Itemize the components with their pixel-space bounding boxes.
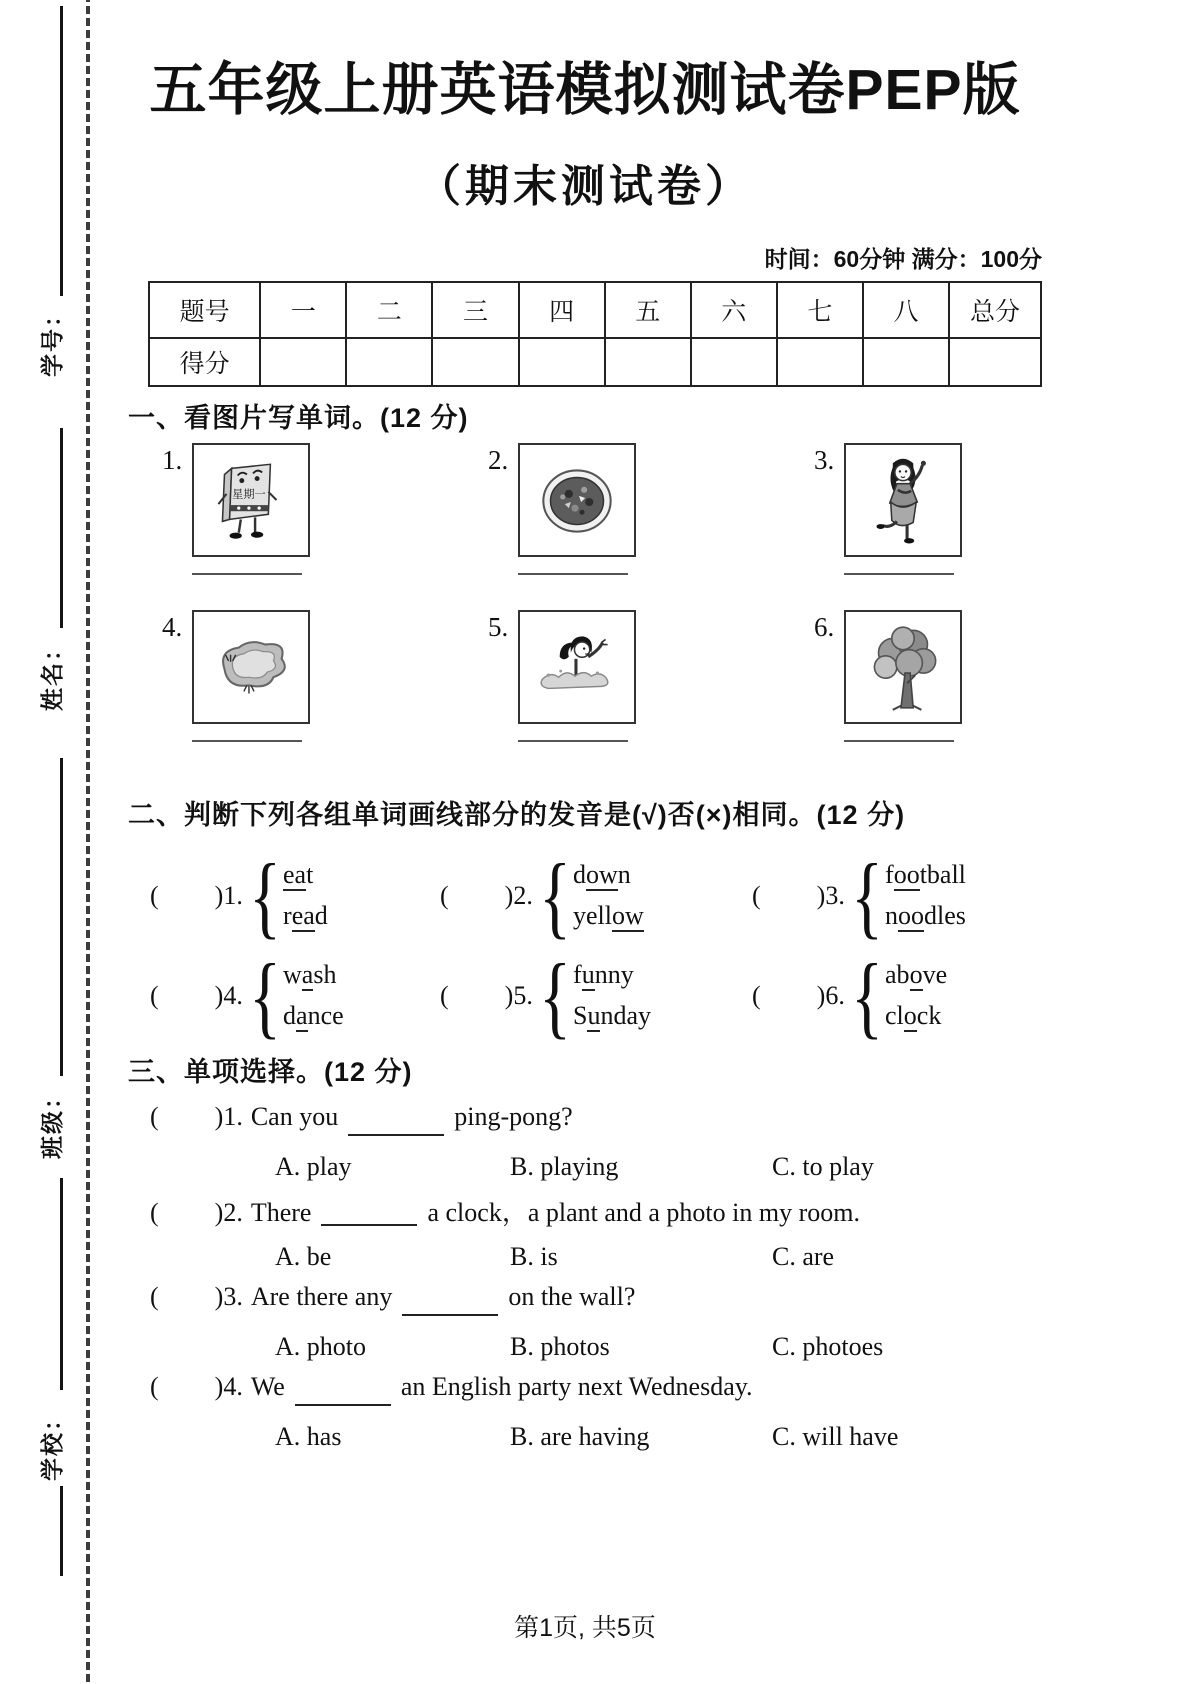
svg-text:星期一: 星期一: [232, 488, 267, 501]
score-empty-cell: [691, 338, 777, 386]
question-number: )2.: [214, 1198, 243, 1227]
section1-picture-row-2: [162, 610, 962, 742]
time-score-meta: 时间：60分钟 满分：100分: [764, 246, 1042, 272]
school-label: 学校：: [38, 1405, 65, 1481]
item-number: )5.: [504, 981, 533, 1010]
word-bottom: read: [283, 901, 328, 930]
pronunciation-item-5: [440, 946, 752, 1046]
picture-box: [518, 610, 636, 724]
item-number: )3.: [816, 881, 845, 910]
question-text-post: an English party next Wednesday.: [400, 1372, 753, 1401]
pronunciation-item-1: [150, 846, 440, 946]
word-top: wash: [283, 960, 337, 990]
write-in-line: [60, 428, 63, 628]
paper-content: [128, 0, 1042, 1684]
question-text-post: on the wall?: [508, 1282, 636, 1311]
word-top: eat: [283, 860, 314, 890]
answer-paren[interactable]: (: [150, 981, 159, 1010]
pronunciation-item-3: [752, 846, 966, 946]
header-cell: 四: [519, 282, 605, 338]
option-a[interactable]: A. photo: [275, 1332, 366, 1361]
question-text-pre: Are there any: [250, 1282, 393, 1311]
write-in-line: [60, 6, 63, 296]
answer-paren[interactable]: (: [150, 1198, 159, 1227]
answer-line[interactable]: [192, 724, 302, 742]
score-table-header-row: [149, 282, 1041, 338]
question-text-pre: There: [250, 1198, 312, 1227]
question-text-pre: We: [250, 1372, 285, 1401]
picture-box: [192, 443, 310, 557]
answer-paren[interactable]: (: [440, 881, 449, 910]
item-number: )6.: [816, 981, 845, 1010]
answer-paren[interactable]: (: [150, 1372, 159, 1401]
brace-glyph: {: [539, 845, 571, 947]
word-top: funny: [573, 960, 634, 990]
fill-blank[interactable]: [295, 1404, 391, 1406]
option-b[interactable]: B. playing: [510, 1152, 619, 1181]
pronunciation-item-2: [440, 846, 752, 946]
write-in-line: [60, 1486, 63, 1576]
option-b[interactable]: B. are having: [510, 1422, 650, 1451]
picture-box: [844, 610, 962, 724]
score-empty-cell: [605, 338, 691, 386]
answer-line[interactable]: [844, 557, 954, 575]
answer-paren[interactable]: (: [150, 1282, 159, 1311]
section3-questions: [150, 1102, 1030, 1462]
header-cell: 一: [260, 282, 346, 338]
choice-question-3: [150, 1282, 1030, 1372]
item-number: 5.: [488, 612, 509, 642]
item-number: 2.: [488, 445, 509, 475]
score-table-score-row: [149, 338, 1041, 386]
brace-glyph: {: [851, 845, 883, 947]
item-number: )2.: [504, 881, 533, 910]
choice-question-2: [150, 1192, 1030, 1282]
option-a[interactable]: A. play: [275, 1152, 352, 1181]
section2-heading: 二、判断下列各组单词画线部分的发音是(√)否(×)相同。(12 分): [128, 800, 906, 830]
item-number: 6.: [814, 612, 835, 642]
option-a[interactable]: A. be: [275, 1242, 332, 1271]
word-bottom: dance: [283, 1001, 344, 1030]
header-cell: 五: [605, 282, 691, 338]
brace-glyph: {: [851, 945, 883, 1047]
score-empty-cell: [346, 338, 432, 386]
score-empty-cell: [519, 338, 605, 386]
answer-line[interactable]: [518, 724, 628, 742]
score-empty-cell: [863, 338, 949, 386]
picture-item-2: [488, 443, 814, 575]
student-info-rail: [24, 0, 76, 1684]
word-bottom: noodles: [885, 901, 966, 930]
word-bottom: yellow: [573, 901, 644, 930]
header-cell: 三: [432, 282, 518, 338]
choice-question-1: [150, 1102, 1030, 1192]
monday-calendar-character-icon: [199, 449, 303, 551]
name-label: 姓名：: [38, 635, 65, 711]
option-b[interactable]: B. is: [510, 1242, 558, 1271]
score-empty-cell: [777, 338, 863, 386]
fill-blank[interactable]: [348, 1134, 444, 1136]
section3-heading: 三、单项选择。(12 分): [128, 1057, 413, 1087]
brace-glyph: {: [249, 945, 281, 1047]
choice-question-4: [150, 1372, 1030, 1462]
tree-icon: [851, 616, 955, 718]
picture-item-4: [162, 610, 488, 742]
question-number: )1.: [214, 1102, 243, 1131]
picture-box: [844, 443, 962, 557]
item-number: 3.: [814, 445, 835, 475]
item-number: 1.: [162, 445, 183, 475]
question-number: )3.: [214, 1282, 243, 1311]
write-in-line: [60, 758, 63, 1076]
header-cell: 六: [691, 282, 777, 338]
picture-item-6: [814, 610, 962, 742]
answer-paren[interactable]: (: [150, 881, 159, 910]
option-c[interactable]: C. photoes: [772, 1332, 884, 1361]
option-c[interactable]: C. are: [772, 1242, 835, 1271]
answer-line[interactable]: [844, 724, 954, 742]
swimming-girl-icon: [525, 616, 629, 718]
option-c[interactable]: C. will have: [772, 1422, 899, 1451]
fill-blank[interactable]: [321, 1224, 417, 1226]
answer-paren[interactable]: (: [440, 981, 449, 1010]
section1-picture-row-1: [162, 443, 962, 575]
word-top: above: [885, 960, 948, 990]
paper-title: 五年级上册英语模拟测试卷PEP版: [149, 58, 1021, 122]
word-bottom: Sunday: [573, 1001, 652, 1030]
paper-subtitle: （期末测试卷）: [417, 162, 753, 211]
answer-line[interactable]: [518, 557, 628, 575]
binding-dashed-line: [86, 0, 90, 1684]
item-number: )1.: [214, 881, 243, 910]
student-id-label: 学号：: [38, 301, 65, 377]
option-b[interactable]: B. photos: [510, 1332, 610, 1361]
header-cell: 二: [346, 282, 432, 338]
score-table: [148, 281, 1042, 387]
score-empty-cell: [432, 338, 518, 386]
lake-icon: [199, 616, 303, 718]
header-cell: 七: [777, 282, 863, 338]
page-number-footer: 第1页, 共5页: [514, 1614, 656, 1642]
section1-heading: 一、看图片写单词。(12 分): [128, 403, 469, 433]
option-c[interactable]: C. to play: [772, 1152, 874, 1181]
pronunciation-item-4: [150, 946, 440, 1046]
picture-item-1: [162, 443, 488, 575]
question-text-pre: Can you: [250, 1102, 339, 1131]
word-bottom: clock: [885, 1001, 942, 1030]
option-a[interactable]: A. has: [275, 1422, 342, 1451]
answer-paren[interactable]: (: [150, 1102, 159, 1131]
picture-item-3: [814, 443, 962, 575]
dancing-girl-icon: [851, 449, 955, 551]
answer-line[interactable]: [192, 557, 302, 575]
picture-item-5: [488, 610, 814, 742]
picture-box: [518, 443, 636, 557]
item-number: 4.: [162, 612, 183, 642]
item-number: )4.: [214, 981, 243, 1010]
header-cell: 题号: [149, 282, 260, 338]
answer-paren[interactable]: (: [752, 981, 761, 1010]
fill-blank[interactable]: [402, 1314, 498, 1316]
question-text-post: ping-pong?: [454, 1102, 573, 1131]
score-empty-cell: [949, 338, 1041, 386]
picture-box: [192, 610, 310, 724]
pronunciation-item-6: [752, 946, 966, 1046]
class-label: 班级：: [38, 1083, 65, 1159]
word-top: down: [573, 860, 631, 890]
write-in-line: [60, 1178, 63, 1390]
plate-of-food-icon: [525, 449, 629, 551]
score-empty-cell: [260, 338, 346, 386]
brace-glyph: {: [249, 845, 281, 947]
section2-grid: [150, 846, 966, 1046]
brace-glyph: {: [539, 945, 571, 1047]
question-number: )4.: [214, 1372, 243, 1401]
question-text-post: a clock，a plant and a photo in my room.: [427, 1198, 860, 1227]
header-cell: 总分: [949, 282, 1041, 338]
score-label-cell: 得分: [149, 338, 260, 386]
answer-paren[interactable]: (: [752, 881, 761, 910]
header-cell: 八: [863, 282, 949, 338]
word-top: football: [885, 860, 966, 890]
